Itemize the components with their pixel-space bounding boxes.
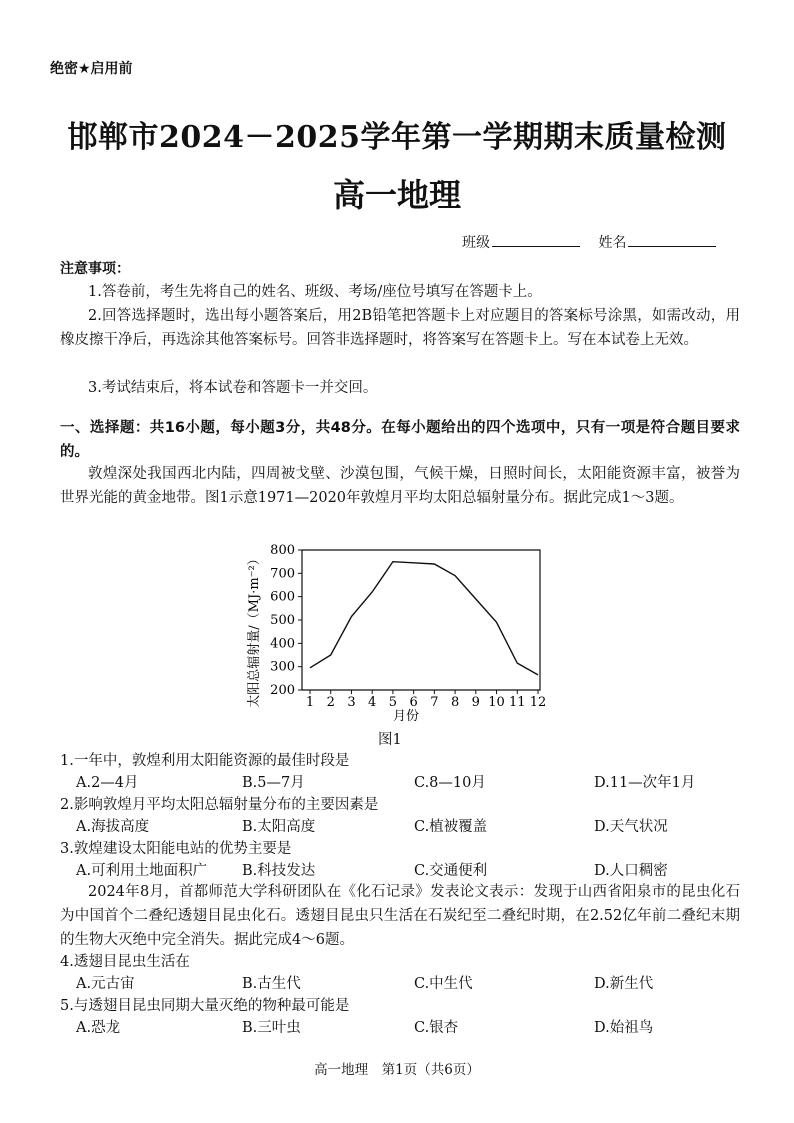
- y-tick-label: 300: [270, 659, 295, 675]
- notice-heading: 注意事项：: [60, 261, 130, 277]
- name-field[interactable]: [628, 234, 716, 247]
- question-1-options: [76, 771, 736, 793]
- option-d[interactable]: D.始祖鸟: [594, 1020, 654, 1036]
- question-3-stem: 3.敦煌建设太阳能电站的优势主要是: [60, 841, 292, 857]
- option-c[interactable]: C.植被覆盖: [414, 819, 488, 835]
- class-label: 班级: [462, 235, 490, 251]
- name-label: 姓名: [598, 235, 627, 251]
- option-a[interactable]: A.2—4月: [76, 775, 139, 791]
- x-tick-label: 3: [347, 695, 356, 710]
- x-tick-label: 11: [508, 695, 526, 710]
- option-d[interactable]: D.人口稠密: [594, 863, 668, 879]
- option-d[interactable]: D.新生代: [594, 976, 654, 992]
- section-heading: 一、选择题：共16小题，每小题3分，共48分。在每小题给出的四个选项中，只有一项是符合题目要求的。: [60, 420, 740, 460]
- x-tick-label: 7: [430, 695, 439, 710]
- chart-ticks: [270, 543, 546, 710]
- figure-caption: 图1: [378, 732, 402, 748]
- notice-item-3: 3.考试结束后，将本试卷和答题卡一并交回。: [88, 380, 378, 396]
- option-b[interactable]: B.科技发达: [242, 863, 316, 879]
- option-a[interactable]: A.恐龙: [76, 1020, 121, 1036]
- x-tick-label: 8: [450, 695, 460, 710]
- option-b[interactable]: B.古生代: [242, 976, 301, 992]
- y-tick-label: 500: [270, 613, 295, 628]
- chart-frame: [302, 550, 540, 690]
- option-c[interactable]: C.交通便利: [414, 863, 488, 879]
- option-d[interactable]: D.11—次年1月: [594, 775, 696, 791]
- solar-radiation-chart: [240, 530, 560, 730]
- option-c[interactable]: C.中生代: [414, 976, 473, 992]
- option-c[interactable]: C.银杏: [414, 1020, 459, 1036]
- chart-y-label: 太阳总辐射量/（MJ·m⁻²）: [247, 552, 262, 708]
- confidential-mark: 绝密★启用前: [50, 61, 133, 77]
- notice-item-2: 2.回答选择题时，选出每小题答案后，用2B铅笔把答题卡上对应题目的答案标号涂黑，如需改动，用橡皮擦干净后，再选涂其他答案标号。回答非选择题时，将答案写在答题卡上。写在本试卷上无效。: [60, 308, 740, 348]
- option-a[interactable]: A.海拔高度: [76, 819, 150, 835]
- question-1-stem: 1.一年中，敦煌利用太阳能资源的最佳时段是: [60, 753, 350, 769]
- question-5-stem: 5.与透翅目昆虫同期大量灭绝的物种最可能是: [60, 998, 350, 1014]
- option-b[interactable]: B.5—7月: [242, 775, 305, 791]
- exam-title: 邯郸市2024－2025学年第一学期期末质量检测: [67, 120, 727, 155]
- x-tick-label: 10: [488, 695, 505, 710]
- option-d[interactable]: D.天气状况: [594, 819, 668, 835]
- x-tick-label: 6: [409, 695, 418, 710]
- option-b[interactable]: B.太阳高度: [242, 819, 316, 835]
- y-tick-label: 400: [270, 636, 295, 652]
- class-field[interactable]: [492, 234, 580, 247]
- radiation-line: [310, 562, 538, 675]
- y-tick-label: 600: [270, 589, 295, 605]
- exam-subject: 高一地理: [332, 176, 461, 214]
- question-4-stem: 4.透翅目昆虫生活在: [60, 954, 190, 970]
- x-tick-label: 12: [529, 695, 547, 710]
- x-tick-label: 2: [326, 695, 335, 710]
- chart-axes: [302, 550, 540, 690]
- x-tick-label: 9: [471, 695, 480, 710]
- option-b[interactable]: B.三叶虫: [242, 1020, 301, 1036]
- y-tick-label: 800: [270, 543, 295, 558]
- x-tick-label: 4: [368, 695, 377, 710]
- question-4-options: [76, 972, 736, 994]
- y-tick-label: 700: [270, 566, 295, 582]
- y-tick-label: 200: [270, 683, 295, 698]
- chart-series: [310, 562, 538, 675]
- chart-x-label: 月份: [392, 709, 420, 724]
- x-tick-label: 1: [305, 695, 315, 710]
- x-tick-label: 5: [388, 695, 398, 710]
- passage-2: 2024年8月，首都师范大学科研团队在《化石记录》发表论文表示：发现于山西省阳泉市的昆虫化石为中国首个二叠纪透翅目昆虫化石。透翅目昆虫只生活在石炭纪至二叠纪时期，在2.52亿年前二叠纪末期的生物大灭绝中完全消失。据此完成4～6题。: [60, 884, 740, 948]
- option-a[interactable]: A.可利用土地面积广: [76, 863, 208, 879]
- question-5-options: [76, 1016, 736, 1038]
- passage-1: 敦煌深处我国西北内陆，四周被戈壁、沙漠包围，气候干燥，日照时间长，太阳能资源丰富，被誉为世界光能的黄金地带。图1示意1971—2020年敦煌月平均太阳总辐射量分布。据此完成1～3题。: [60, 466, 740, 506]
- option-a[interactable]: A.元古宙: [76, 976, 135, 992]
- page-footer: 高一地理 第1页（共6页）: [314, 1062, 480, 1078]
- student-fields: [462, 232, 730, 252]
- option-c[interactable]: C.8—10月: [414, 775, 486, 791]
- question-2-options: [76, 815, 736, 837]
- question-3-options: [76, 859, 736, 881]
- notice-item-1: 1.答卷前，考生先将自己的姓名、班级、考场/座位号填写在答题卡上。: [88, 284, 542, 300]
- question-2-stem: 2.影响敦煌月平均太阳总辐射量分布的主要因素是: [60, 797, 379, 813]
